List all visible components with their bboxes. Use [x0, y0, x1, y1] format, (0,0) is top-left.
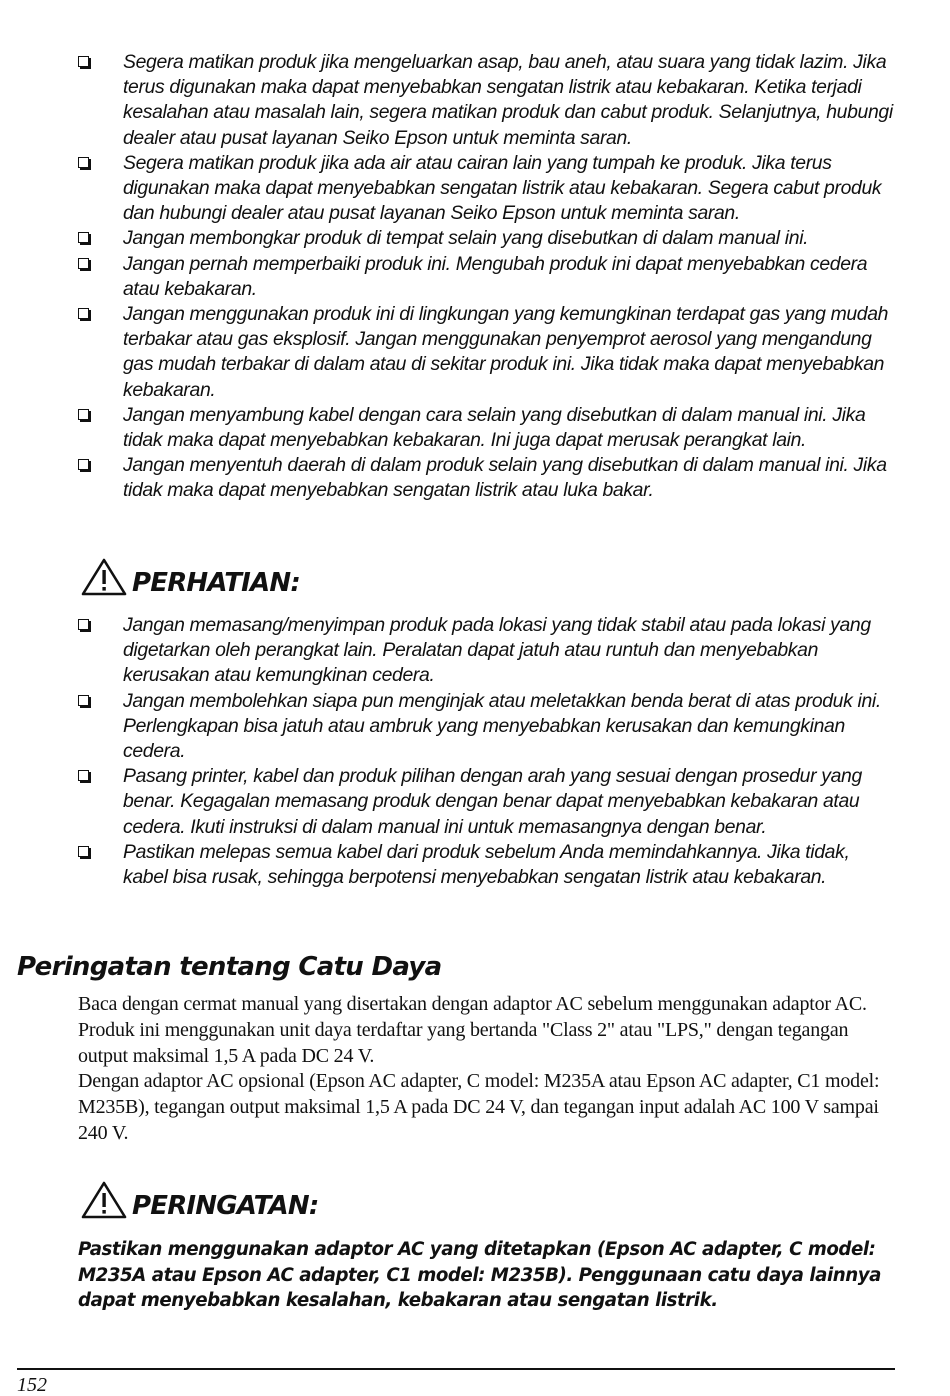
list-item: Jangan membongkar produk di tempat selain yang disebutkan di dalam manual ini.	[78, 226, 898, 251]
list-item: Jangan menyentuh daerah di dalam produk selain yang disebutkan di dalam manual ini. Jika tidak maka dapat menyebabkan sengatan listrik atau luka bakar.	[78, 453, 898, 503]
checkbox-bullet-icon	[78, 459, 89, 470]
list-item: Jangan menyambung kabel dengan cara selain yang disebutkan di dalam manual ini. Jika tidak maka dapat menyebabkan kebakaran. Ini juga dapat merusak perangkat lain.	[78, 403, 898, 453]
list-item: Pasang printer, kabel dan produk pilihan dengan arah yang sesuai dengan prosedur yang benar. Kegagalan memasang produk dengan benar dapat menyebabkan kebakaran atau cedera. Ikuti instruksi di dalam manual ini untuk memasangnya dengan benar.	[78, 764, 898, 840]
checkbox-bullet-icon	[78, 619, 89, 630]
footer-divider	[17, 1368, 895, 1370]
checkbox-bullet-icon	[78, 56, 89, 67]
warning-text: Pastikan menggunakan adaptor AC yang ditetapkan (Epson AC adapter, C model: M235A atau Epson AC adapter, C1 model: M235B). Penggunaan catu daya lainnya dapat menyebabkan kesalahan, kebakaran atau sengatan listrik.	[78, 1239, 881, 1311]
checkbox-bullet-icon	[78, 308, 89, 319]
warning-triangle-icon	[80, 557, 128, 597]
section-heading: Peringatan tentang Catu Daya	[17, 952, 442, 982]
warning-callout-heading	[80, 1180, 318, 1220]
power-section-body	[78, 992, 898, 1147]
caution-title: PERHATIAN:	[132, 568, 300, 598]
list-item: Jangan menggunakan produk ini di lingkungan yang kemungkinan terdapat gas yang mudah terbakar atau gas eksplosif. Jangan menggunakan penyemprot aerosol yang mengandung gas mudah terbakar di dalam atau di sekitar produk ini. Jika tidak maka dapat menyebabkan kebakaran.	[78, 302, 898, 403]
list-item: Segera matikan produk jika ada air atau cairan lain yang tumpah ke produk. Jika terus digunakan maka dapat menyebabkan sengatan listrik atau kebakaran. Segera cabut produk dan hubungi dealer atau pusat layanan Seiko Epson untuk meminta saran.	[78, 151, 898, 227]
warning-list	[78, 50, 898, 504]
caution-list	[78, 613, 898, 890]
checkbox-bullet-icon	[78, 695, 89, 706]
warning-title: PERINGATAN:	[132, 1191, 319, 1221]
paragraph: Produk ini menggunakan unit daya terdaftar yang bertanda "Class 2" atau "LPS," dengan tegangan output maksimal 1,5 A pada DC 24 V.	[78, 1018, 849, 1067]
checkbox-bullet-icon	[78, 157, 89, 168]
list-item: Segera matikan produk jika mengeluarkan asap, bau aneh, atau suara yang tidak lazim. Jika terus digunakan maka dapat menyebabkan sengatan listrik atau kebakaran. Ketika terjadi kesalahan atau masalah lain, segera matikan produk dan cabut produk. Selanjutnya, hubungi dealer atau pusat layanan Seiko Epson untuk meminta saran.	[78, 50, 898, 151]
checkbox-bullet-icon	[78, 846, 89, 857]
paragraph: Baca dengan cermat manual yang disertakan dengan adaptor AC sebelum menggunakan adaptor AC.	[78, 993, 867, 1015]
page-number: 152	[17, 1374, 47, 1396]
list-item: Pastikan melepas semua kabel dari produk sebelum Anda memindahkannya. Jika tidak, kabel bisa rusak, sehingga berpotensi menyebabkan sengatan listrik atau kebakaran.	[78, 840, 898, 890]
list-item: Jangan memasang/menyimpan produk pada lokasi yang tidak stabil atau pada lokasi yang digetarkan oleh perangkat lain. Peralatan dapat jatuh atau runtuh dan menyebabkan kerusakan atau kemungkinan cedera.	[78, 613, 898, 689]
caution-callout-heading	[80, 557, 300, 597]
checkbox-bullet-icon	[78, 258, 89, 269]
warning-triangle-icon	[80, 1180, 128, 1220]
checkbox-bullet-icon	[78, 409, 89, 420]
list-item: Jangan membolehkan siapa pun menginjak atau meletakkan benda berat di atas produk ini. Perlengkapan bisa jatuh atau ambruk yang menyebabkan kerusakan dan kemungkinan cedera.	[78, 689, 898, 765]
checkbox-bullet-icon	[78, 770, 89, 781]
paragraph: Dengan adaptor AC opsional (Epson AC adapter, C model: M235A atau Epson AC adapter, C1 model: M235B), tegangan output maksimal 1,5 A pada DC 24 V, dan tegangan input adalah AC 100 V sampai 240 V.	[78, 1070, 880, 1144]
list-item: Jangan pernah memperbaiki produk ini. Mengubah produk ini dapat menyebabkan cedera atau kebakaran.	[78, 252, 898, 302]
checkbox-bullet-icon	[78, 232, 89, 243]
